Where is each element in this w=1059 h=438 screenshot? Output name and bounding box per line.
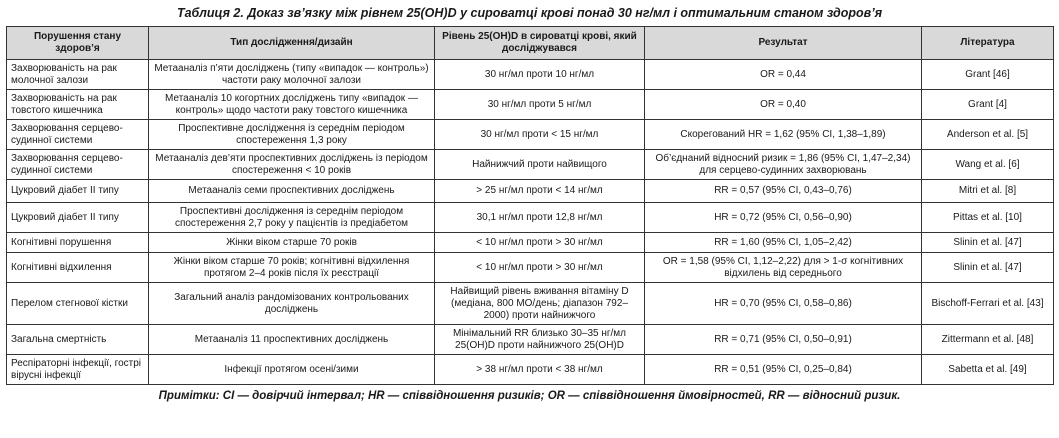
result-cell: RR = 0,51 (95% CI, 0,25–0,84) — [645, 355, 922, 385]
study-type-cell: Метааналіз дев’яти проспективних досліджень із періодом спостереження < 10 років — [149, 150, 435, 180]
study-type-cell: Жінки віком старше 70 років; когнітивні відхилення протягом 2–4 років після їх реєстрації — [149, 253, 435, 283]
table-row — [7, 325, 1054, 355]
condition-cell: Захворюваність на рак товстого кишечника — [7, 90, 149, 120]
study-type-cell: Метааналіз семи проспективних досліджень — [149, 180, 435, 203]
study-type-cell: Проспективні дослідження із середнім періодом спостереження 2,7 року у пацієнтів із предіабетом — [149, 203, 435, 233]
level-cell: > 25 нг/мл проти < 14 нг/мл — [435, 180, 645, 203]
reference-cell: Zittermann et al. [48] — [922, 325, 1054, 355]
study-type-cell: Метааналіз 11 проспективних досліджень — [149, 325, 435, 355]
reference-cell: Pittas et al. [10] — [922, 203, 1054, 233]
condition-cell: Респіраторні інфекції, гострі вірусні інфекції — [7, 355, 149, 385]
study-type-cell: Жінки віком старше 70 років — [149, 233, 435, 253]
condition-cell: Перелом стегнової кістки — [7, 283, 149, 325]
condition-cell: Загальна смертність — [7, 325, 149, 355]
table-note: Примітки: CI — довірчий інтервал; HR — співвідношення ризиків; OR — співвідношення ймовірностей, RR — відносний ризик. — [158, 390, 901, 402]
header-condition: Порушення стану здоров’я — [7, 27, 149, 60]
study-type-cell: Загальний аналіз рандомізованих контрольованих досліджень — [149, 283, 435, 325]
result-cell: OR = 0,44 — [645, 60, 922, 90]
result-cell: RR = 1,60 (95% CI, 1,05–2,42) — [645, 233, 922, 253]
result-cell: RR = 0,57 (95% CI, 0,43–0,76) — [645, 180, 922, 203]
level-cell: 30 нг/мл проти < 15 нг/мл — [435, 120, 645, 150]
study-type-cell: Інфекції протягом осені/зими — [149, 355, 435, 385]
reference-cell: Grant [46] — [922, 60, 1054, 90]
table-row — [7, 253, 1054, 283]
level-cell: Найвищий рівень вживання вітаміну D (медіана, 800 МО/день; діапазон 792–2000) проти найнижчого — [435, 283, 645, 325]
result-cell: RR = 0,71 (95% CI, 0,50–0,91) — [645, 325, 922, 355]
table-row — [7, 355, 1054, 385]
reference-cell: Bischoff-Ferrari et al. [43] — [922, 283, 1054, 325]
condition-cell: Цукровий діабет II типу — [7, 203, 149, 233]
level-cell: 30 нг/мл проти 5 нг/мл — [435, 90, 645, 120]
table-row — [7, 203, 1054, 233]
level-cell: 30 нг/мл проти 10 нг/мл — [435, 60, 645, 90]
condition-cell: Захворювання серцево-судинної системи — [7, 120, 149, 150]
table-row — [7, 120, 1054, 150]
study-type-cell: Проспективне дослідження із середнім періодом спостереження 1,3 року — [149, 120, 435, 150]
level-cell: < 10 нг/мл проти > 30 нг/мл — [435, 233, 645, 253]
level-cell: Мінімальний RR близько 30–35 нг/мл 25(OH)D проти найнижчого 25(OH)D — [435, 325, 645, 355]
header-level: Рівень 25(OH)D в сироватці крові, який досліджувався — [435, 27, 645, 60]
table-row — [7, 283, 1054, 325]
condition-cell: Цукровий діабет II типу — [7, 180, 149, 203]
reference-cell: Anderson et al. [5] — [922, 120, 1054, 150]
reference-cell: Slinin et al. [47] — [922, 253, 1054, 283]
level-cell: < 10 нг/мл проти > 30 нг/мл — [435, 253, 645, 283]
table-caption: Таблиця 2. Доказ зв’язку між рівнем 25(OH)D у сироватці крові понад 30 нг/мл і оптимальним станом здоров’я — [176, 6, 883, 20]
result-cell: OR = 0,40 — [645, 90, 922, 120]
table-row — [7, 150, 1054, 180]
table-header-row — [7, 27, 1054, 60]
level-cell: 30,1 нг/мл проти 12,8 нг/мл — [435, 203, 645, 233]
result-cell: HR = 0,72 (95% CI, 0,56–0,90) — [645, 203, 922, 233]
reference-cell: Grant [4] — [922, 90, 1054, 120]
study-type-cell: Метааналіз п’яти досліджень (типу «випадок — контроль») частоти раку молочної залози — [149, 60, 435, 90]
result-cell: Об’єднаний відносний ризик = 1,86 (95% CI, 1,47–2,34) для серцево-судинних захворювань — [645, 150, 922, 180]
reference-cell: Mitri et al. [8] — [922, 180, 1054, 203]
table-row — [7, 180, 1054, 203]
result-cell: HR = 0,70 (95% CI, 0,58–0,86) — [645, 283, 922, 325]
table-row — [7, 90, 1054, 120]
result-cell: OR = 1,58 (95% CI, 1,12–2,22) для > 1-σ когнітивних відхилень від середнього — [645, 253, 922, 283]
header-study-type: Тип дослідження/дизайн — [149, 27, 435, 60]
condition-cell: Захворюваність на рак молочної залози — [7, 60, 149, 90]
evidence-table — [6, 26, 1054, 385]
table-row — [7, 60, 1054, 90]
level-cell: Найнижчий проти найвищого — [435, 150, 645, 180]
level-cell: > 38 нг/мл проти < 38 нг/мл — [435, 355, 645, 385]
condition-cell: Когнітивні порушення — [7, 233, 149, 253]
reference-cell: Slinin et al. [47] — [922, 233, 1054, 253]
study-type-cell: Метааналіз 10 когортних досліджень типу «випадок — контроль» щодо частоти раку товстого кишечника — [149, 90, 435, 120]
header-reference: Література — [922, 27, 1054, 60]
reference-cell: Wang et al. [6] — [922, 150, 1054, 180]
condition-cell: Когнітивні відхилення — [7, 253, 149, 283]
header-result: Результат — [645, 27, 922, 60]
condition-cell: Захворювання серцево-судинної системи — [7, 150, 149, 180]
reference-cell: Sabetta et al. [49] — [922, 355, 1054, 385]
table-row — [7, 233, 1054, 253]
result-cell: Скорегований HR = 1,62 (95% CI, 1,38–1,89) — [645, 120, 922, 150]
